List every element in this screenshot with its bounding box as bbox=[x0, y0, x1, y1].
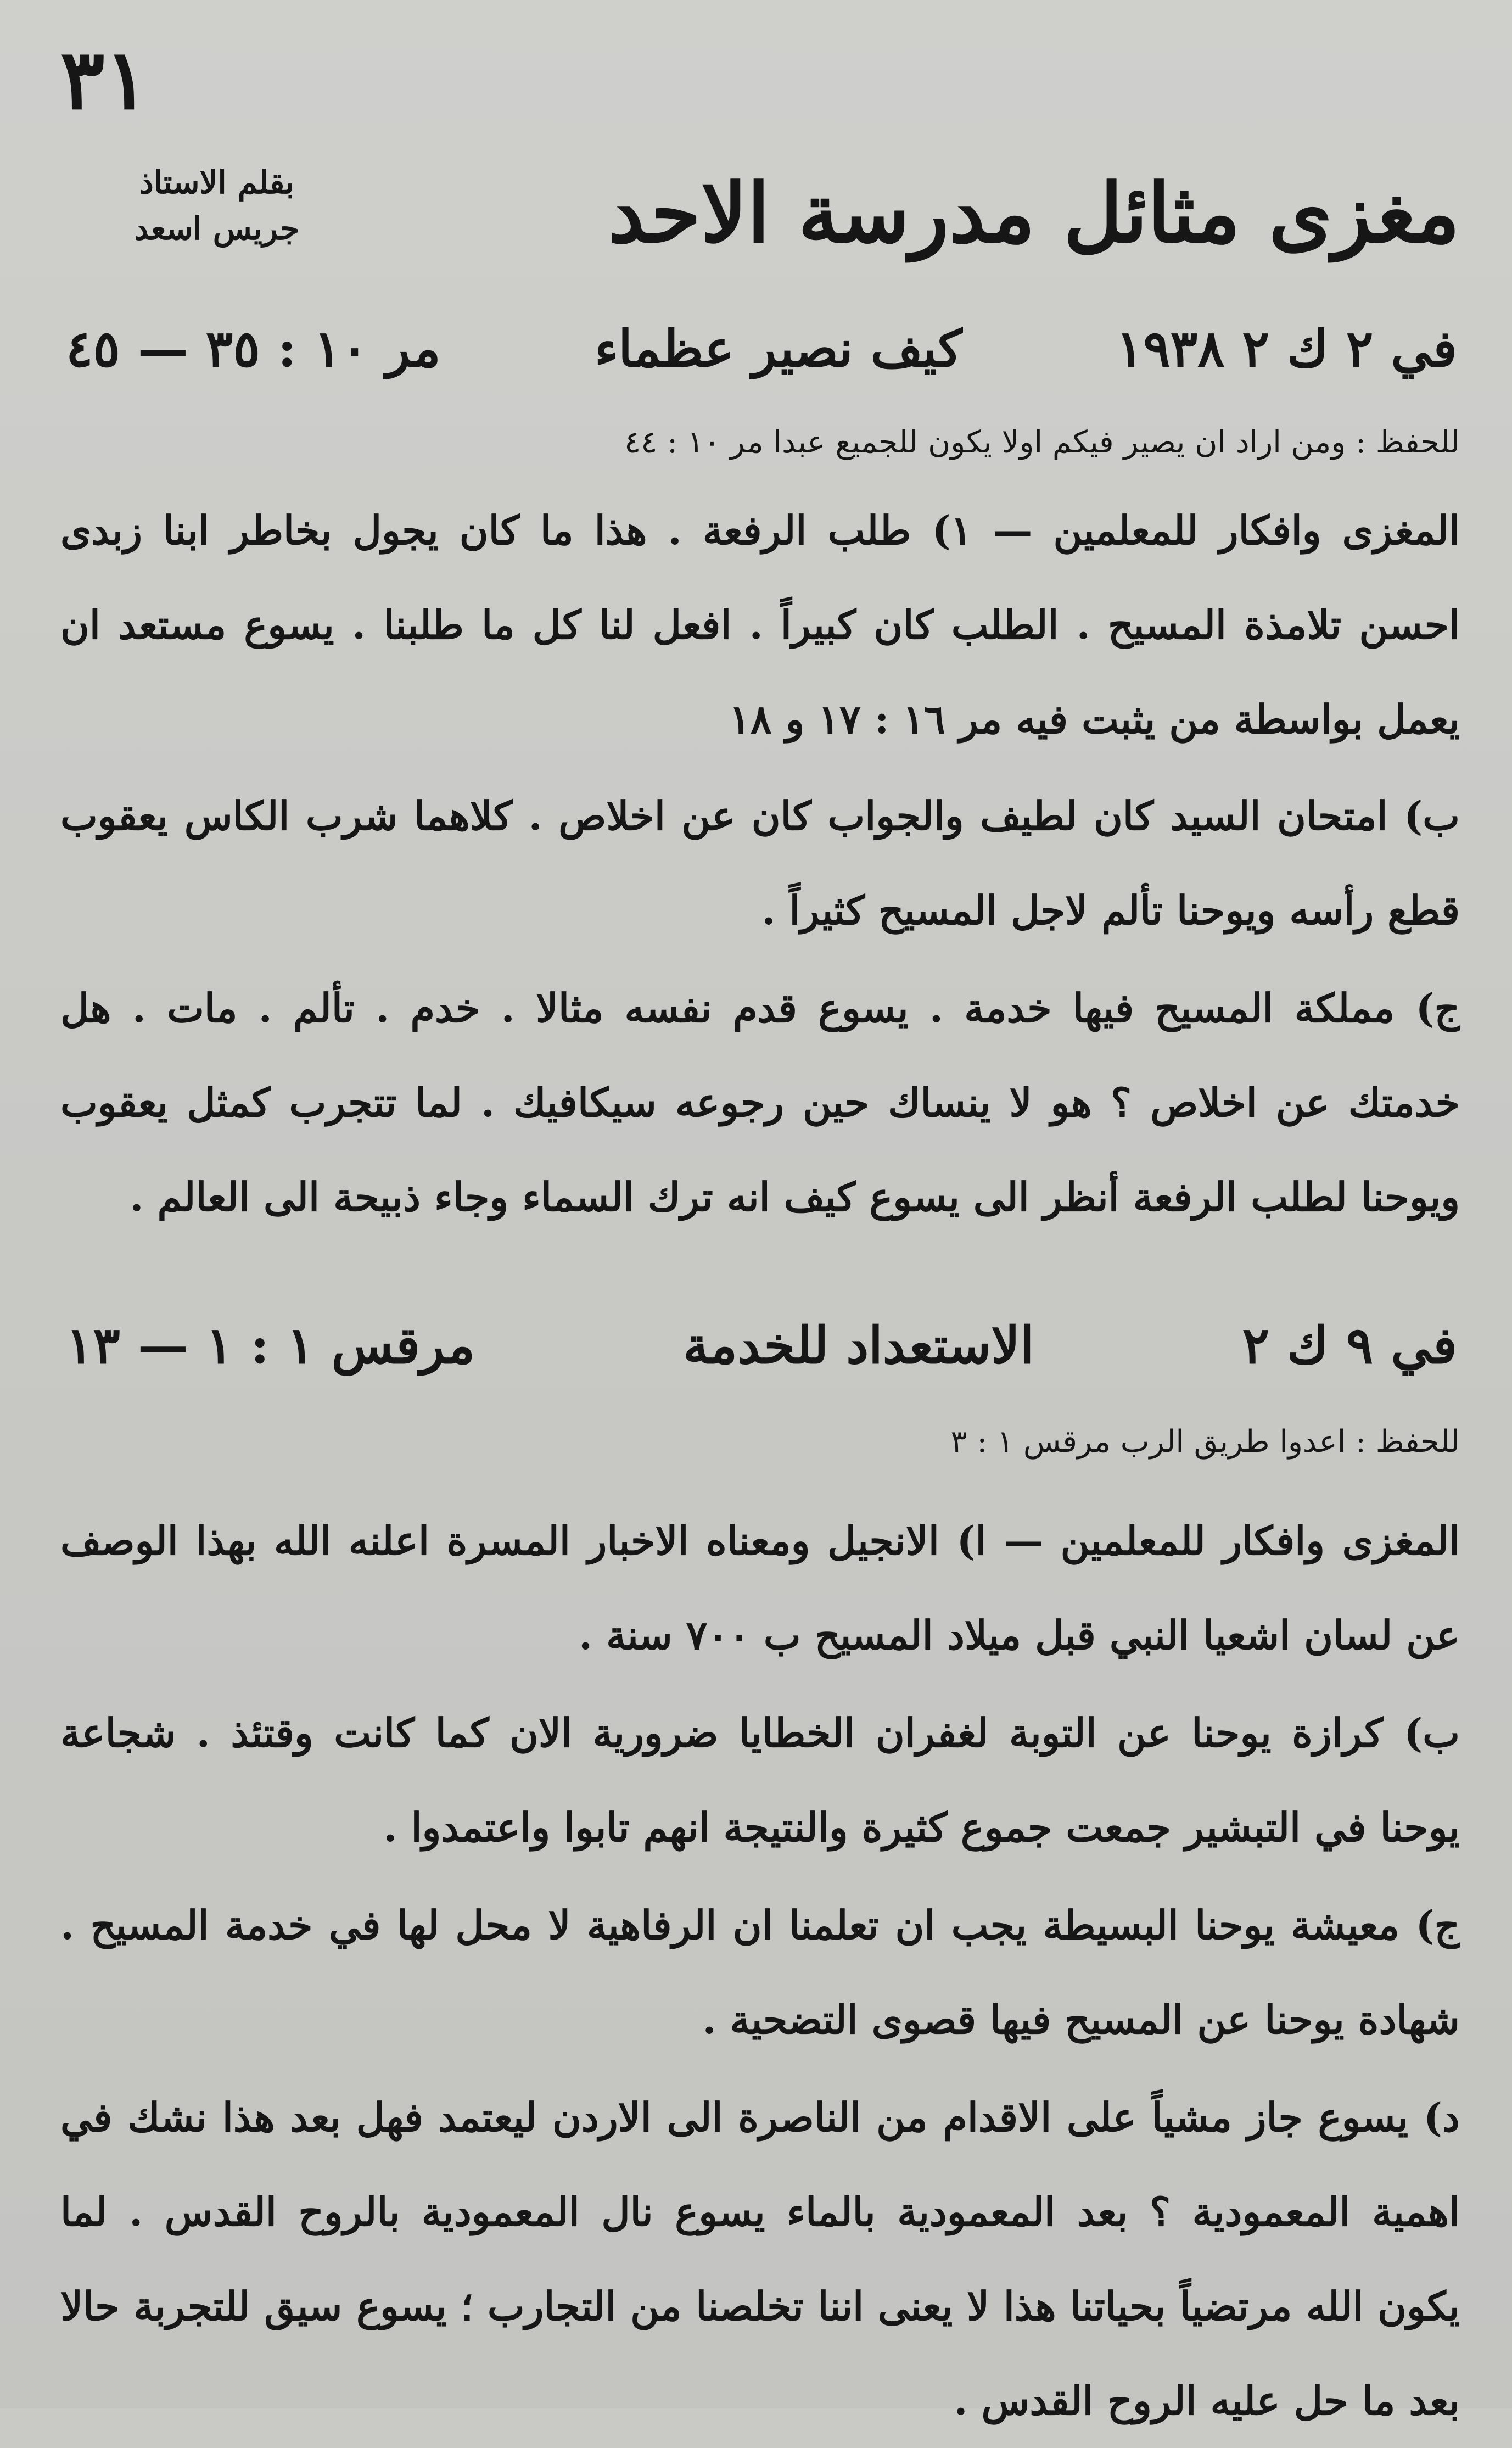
lesson-2-paragraph-1: المغزى وافكار للمعلمين — ا) الانجيل ومعناه الاخبار المسرة اعلنه الله بهذا الوصف عن لسان اشعيا النبي قبل ميلاد المسيح ب ٧٠٠ سنة . bbox=[60, 1517, 1460, 1658]
page-number: ٣١ bbox=[60, 31, 149, 128]
lesson-1-title: كيف نصير عظماء bbox=[594, 319, 962, 378]
lesson-1-paragraph-2: ب) امتحان السيد كان لطيف والجواب كان عن اخلاص . كلاهما شرب الكاس يعقوب قطع رأسه ويوحنا تألم لاجل المسيح كثيراً . bbox=[60, 792, 1460, 934]
lesson-2-memory-verse: للحفظ : اعدوا طريق الرب مرقس ١ : ٣ bbox=[950, 1424, 1460, 1460]
lesson-2-paragraph-2: ب) كرازة يوحنا عن التوبة لغفران الخطايا ضرورية الان كما كانت وقتئذ . شجاعة يوحنا في التبشير جمعت جموع كثيرة والنتيجة انهم تابوا واعتمدوا . bbox=[60, 1709, 1460, 1851]
lesson-1-date: في ٢ ك ٢ ١٩٣٨ bbox=[1116, 319, 1457, 378]
lesson-1-reference: مر ١٠ : ٣٥ — ٤٥ bbox=[66, 319, 441, 378]
page-title: مغزى مثائل مدرسة الاحد bbox=[608, 165, 1460, 261]
lesson-2-heading bbox=[66, 1315, 1457, 1376]
lesson-2-paragraph-3: ج) معيشة يوحنا البسيطة يجب ان تعلمنا ان الرفاهية لا محل لها في خدمة المسيح . شهادة يوحنا عن المسيح فيها قصوى التضحية . bbox=[60, 1902, 1460, 2043]
lesson-2-reference: مرقس ١ : ١ — ١٣ bbox=[66, 1316, 475, 1375]
author-line-2: جريس اسعد bbox=[134, 210, 300, 248]
lesson-2-date: في ٩ ك ٢ bbox=[1242, 1316, 1457, 1375]
author-credit bbox=[115, 159, 318, 251]
author-line-1: بقلم الاستاذ bbox=[139, 164, 295, 201]
lesson-1-paragraph-3: ج) مملكة المسيح فيها خدمة . يسوع قدم نفسه مثالا . خدم . تألم . مات . هل خدمتك عن اخلاص ؟ هو لا ينساك حين رجوعه سيكافيك . لما تتجرب كمثل يعقوب ويوحنا لطلب الرفعة أنظر الى يسوع كيف انه ترك السماء وجاء ذبيحة الى العالم . bbox=[60, 985, 1460, 1220]
lesson-1-paragraph-1: المغزى وافكار للمعلمين — ١) طلب الرفعة . هذا ما كان يجول بخاطر ابنا زبدى احسن تلامذة المسيح . الطلب كان كبيراً . افعل لنا كل ما طلبنا . يسوع مستعد ان يعمل بواسطة من يثبت فيه مر ١٦ : ١٧ و ١٨ bbox=[60, 507, 1460, 742]
lesson-2-paragraph-4: د) يسوع جاز مشياً على الاقدام من الناصرة الى الاردن ليعتمد فهل بعد هذا نشك في اهمية المعمودية ؟ بعد المعمودية بالماء يسوع نال المعمودية بالروح القدس . لما يكون الله مرتضياً بحياتنا هذا لا يعنى اننا تخلصنا من التجارب ؛ يسوع سيق للتجربة حالا بعد ما حل عليه الروح القدس . bbox=[60, 2094, 1460, 2424]
lesson-1-heading bbox=[66, 318, 1457, 379]
lesson-2-title: الاستعداد للخدمة bbox=[683, 1316, 1034, 1375]
lesson-1-memory-verse: للحفظ : ومن اراد ان يصير فيكم اولا يكون للجميع عبدا مر ١٠ : ٤٤ bbox=[624, 424, 1460, 460]
